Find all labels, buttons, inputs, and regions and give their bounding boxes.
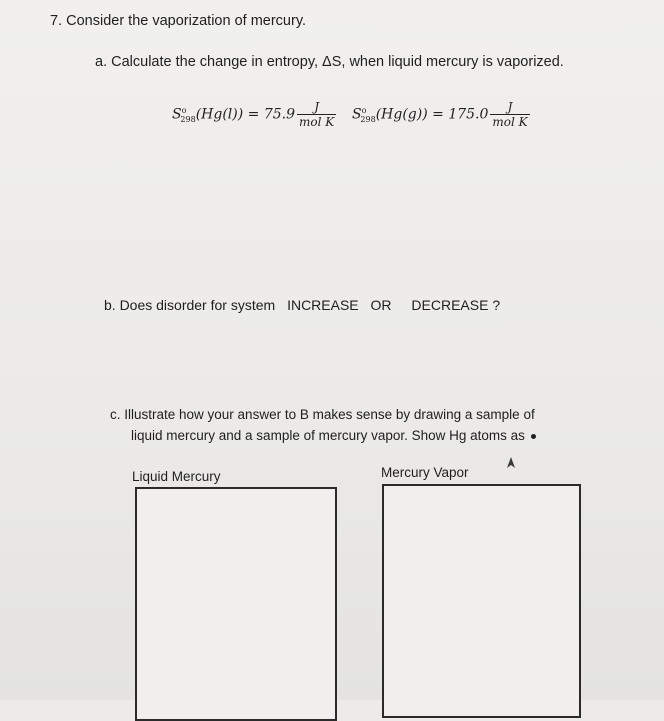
eq1-unit-fraction xyxy=(297,100,336,129)
eq2-unit-den: mol K xyxy=(492,115,528,129)
entropy-liquid-equation xyxy=(172,100,336,129)
eq1-symbol: S xyxy=(172,106,182,123)
eq2-sub: 298 xyxy=(360,115,376,125)
part-b-option-decrease: DECREASE ? xyxy=(411,297,501,313)
mercury-vapor-drawing-box[interactable] xyxy=(382,484,581,718)
eq1-unit-den: mol K xyxy=(299,115,335,129)
eq2-sup: o xyxy=(361,105,367,115)
eq2-species: (Hg(g)) xyxy=(375,106,428,123)
entropy-gas-equation xyxy=(352,100,530,129)
mercury-vapor-label: Mercury Vapor xyxy=(381,465,469,480)
part-c-line2-text: liquid mercury and a sample of mercury vapor. Show Hg atoms as xyxy=(131,428,525,443)
eq2-symbol: S xyxy=(352,106,362,123)
part-b-prefix: b. Does disorder for system xyxy=(104,297,276,313)
part-b-or: OR xyxy=(370,297,392,313)
part-b-text xyxy=(104,297,500,313)
eq1-sub: 298 xyxy=(180,115,196,125)
eq1-species: (Hg(l)) xyxy=(195,106,244,123)
question-title: 7. Consider the vaporization of mercury. xyxy=(50,13,307,29)
eq1-sup: o xyxy=(181,105,187,115)
eq2-value: = 175.0 xyxy=(432,106,489,123)
part-c-line2 xyxy=(131,428,536,443)
part-a-text: a. Calculate the change in entropy, ΔS, when liquid mercury is vaporized. xyxy=(95,54,564,70)
part-b-option-increase: INCREASE xyxy=(287,297,359,313)
atom-dot-icon xyxy=(531,434,536,439)
eq1-value: = 75.9 xyxy=(247,106,296,123)
eq2-unit-fraction xyxy=(490,100,529,129)
eq1-unit-num: J xyxy=(297,100,336,115)
liquid-mercury-label: Liquid Mercury xyxy=(132,469,221,484)
pointer-cursor-icon xyxy=(505,456,517,475)
eq2-unit-num: J xyxy=(490,100,529,115)
part-c-line1: c. Illustrate how your answer to B makes sense by drawing a sample of xyxy=(110,407,535,422)
liquid-mercury-drawing-box[interactable] xyxy=(135,487,337,721)
